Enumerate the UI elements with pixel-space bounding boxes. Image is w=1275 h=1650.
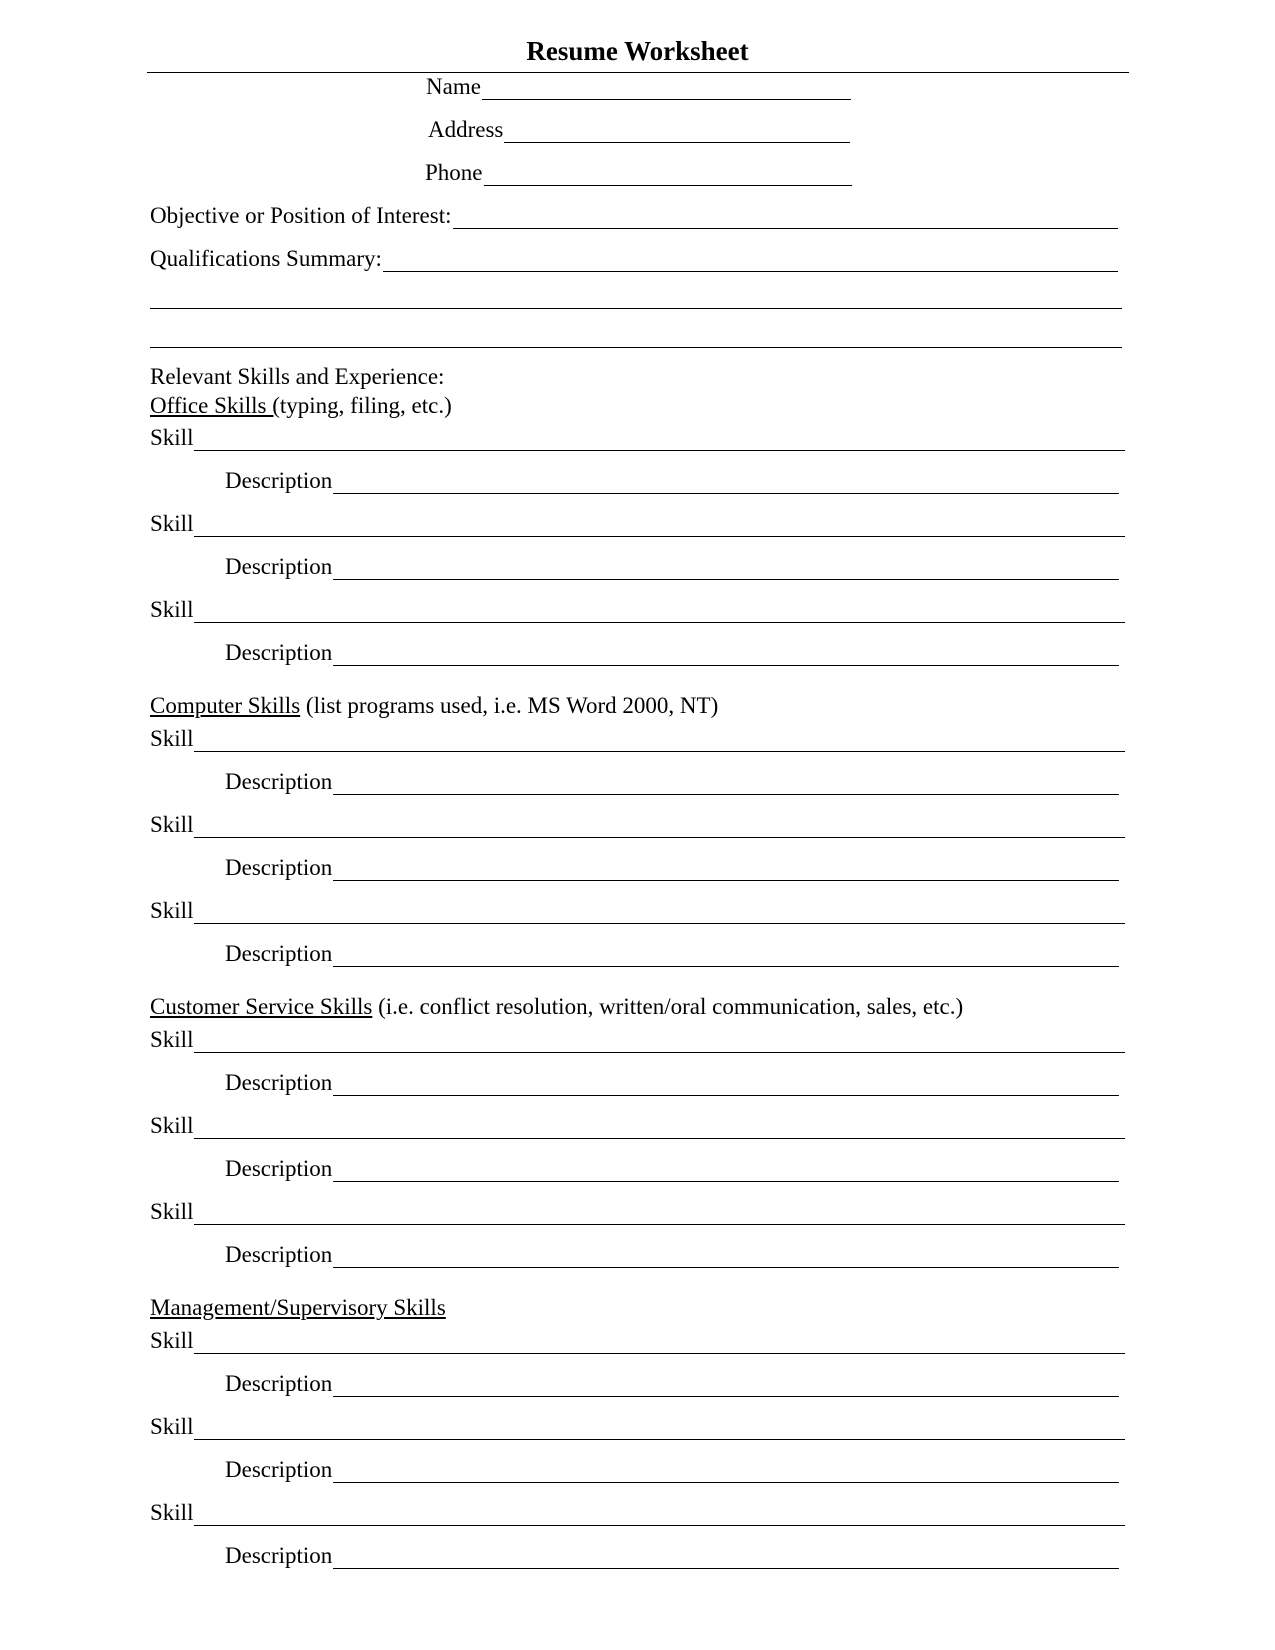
skill-line[interactable] (194, 903, 1125, 924)
office-skills-note: typing, filing, etc.) (279, 393, 452, 418)
customer-skills-note: (i.e. conflict resolution, written/oral communication, sales, etc.) (372, 994, 964, 1019)
address-line[interactable] (504, 122, 850, 143)
skill-row (150, 507, 1125, 537)
qualifications-label: Qualifications Summary: (150, 246, 382, 271)
phone-row (425, 156, 852, 186)
qualifications-line-3[interactable] (150, 347, 1122, 348)
description-line[interactable] (333, 946, 1119, 967)
skill-line[interactable] (194, 430, 1125, 451)
skill-line[interactable] (194, 1419, 1125, 1440)
skill-line[interactable] (194, 1333, 1125, 1354)
description-row (225, 1152, 1119, 1182)
skill-label: Skill (150, 597, 194, 622)
skill-row (150, 1324, 1125, 1354)
skill-line[interactable] (194, 817, 1125, 838)
description-label: Description (225, 468, 333, 493)
skill-label: Skill (150, 1027, 194, 1052)
skill-line[interactable] (194, 1118, 1125, 1139)
description-row (225, 1238, 1119, 1268)
description-label: Description (225, 1543, 333, 1568)
skill-label: Skill (150, 1500, 194, 1525)
skill-label: Skill (150, 425, 194, 450)
skill-row (150, 1496, 1125, 1526)
page-title: Resume Worksheet (526, 36, 749, 66)
skill-label: Skill (150, 898, 194, 923)
description-row (225, 937, 1119, 967)
description-line[interactable] (333, 1247, 1119, 1268)
description-label: Description (225, 1156, 333, 1181)
skill-line[interactable] (194, 1505, 1125, 1526)
description-row (225, 1066, 1119, 1096)
skill-line[interactable] (194, 516, 1125, 537)
management-skills-title: Management/Supervisory Skills (150, 1295, 446, 1320)
description-line[interactable] (333, 1462, 1119, 1483)
skill-row (150, 421, 1125, 451)
description-line[interactable] (333, 1075, 1119, 1096)
relevant-heading: Relevant Skills and Experience: (150, 364, 445, 389)
skill-line[interactable] (194, 1032, 1125, 1053)
name-row (426, 70, 851, 100)
description-label: Description (225, 1457, 333, 1482)
skill-label: Skill (150, 1328, 194, 1353)
skill-row (150, 1410, 1125, 1440)
customer-skills-title: Customer Service Skills (150, 994, 373, 1019)
description-row (225, 765, 1119, 795)
qualifications-row (150, 242, 1118, 272)
description-label: Description (225, 554, 333, 579)
customer-skills-heading (150, 995, 963, 1018)
skill-row (150, 722, 1125, 752)
management-skills-heading (150, 1296, 446, 1319)
description-label: Description (225, 640, 333, 665)
description-line[interactable] (333, 1376, 1119, 1397)
description-label: Description (225, 1242, 333, 1267)
computer-skills-note: (list programs used, i.e. MS Word 2000, NT) (300, 693, 719, 718)
skill-row (150, 894, 1125, 924)
phone-line[interactable] (484, 165, 853, 186)
description-line[interactable] (333, 559, 1119, 580)
description-row (225, 550, 1119, 580)
description-row (225, 1453, 1119, 1483)
phone-label: Phone (425, 160, 483, 185)
computer-skills-heading (150, 694, 718, 717)
description-row (225, 1367, 1119, 1397)
office-skills-heading (150, 394, 452, 417)
objective-label: Objective or Position of Interest: (150, 203, 452, 228)
description-line[interactable] (333, 645, 1119, 666)
name-label: Name (426, 74, 481, 99)
address-label: Address (428, 117, 504, 142)
qualifications-line[interactable] (383, 251, 1118, 272)
skill-label: Skill (150, 1414, 194, 1439)
description-line[interactable] (333, 860, 1119, 881)
skill-row (150, 1023, 1125, 1053)
qualifications-line-2[interactable] (150, 308, 1122, 309)
description-row (225, 464, 1119, 494)
address-row (428, 113, 850, 143)
description-row (225, 851, 1119, 881)
description-label: Description (225, 941, 333, 966)
skill-line[interactable] (194, 602, 1125, 623)
skill-label: Skill (150, 511, 194, 536)
computer-skills-title: Computer Skills (150, 693, 301, 718)
description-label: Description (225, 769, 333, 794)
description-row (225, 636, 1119, 666)
objective-row (150, 199, 1118, 229)
skill-label: Skill (150, 1199, 194, 1224)
skill-label: Skill (150, 726, 194, 751)
skill-label: Skill (150, 1113, 194, 1138)
description-row (225, 1539, 1119, 1569)
description-line[interactable] (333, 473, 1119, 494)
description-label: Description (225, 1070, 333, 1095)
skill-row (150, 1109, 1125, 1139)
skill-row (150, 808, 1125, 838)
description-label: Description (225, 855, 333, 880)
description-line[interactable] (333, 1161, 1119, 1182)
name-line[interactable] (482, 79, 851, 100)
skill-row (150, 1195, 1125, 1225)
objective-line[interactable] (453, 208, 1119, 229)
skill-row (150, 593, 1125, 623)
description-label: Description (225, 1371, 333, 1396)
description-line[interactable] (333, 774, 1119, 795)
description-line[interactable] (333, 1548, 1119, 1569)
skill-label: Skill (150, 812, 194, 837)
office-skills-title: Office Skills ( (150, 393, 280, 418)
skill-line[interactable] (194, 1204, 1125, 1225)
skill-line[interactable] (194, 731, 1125, 752)
